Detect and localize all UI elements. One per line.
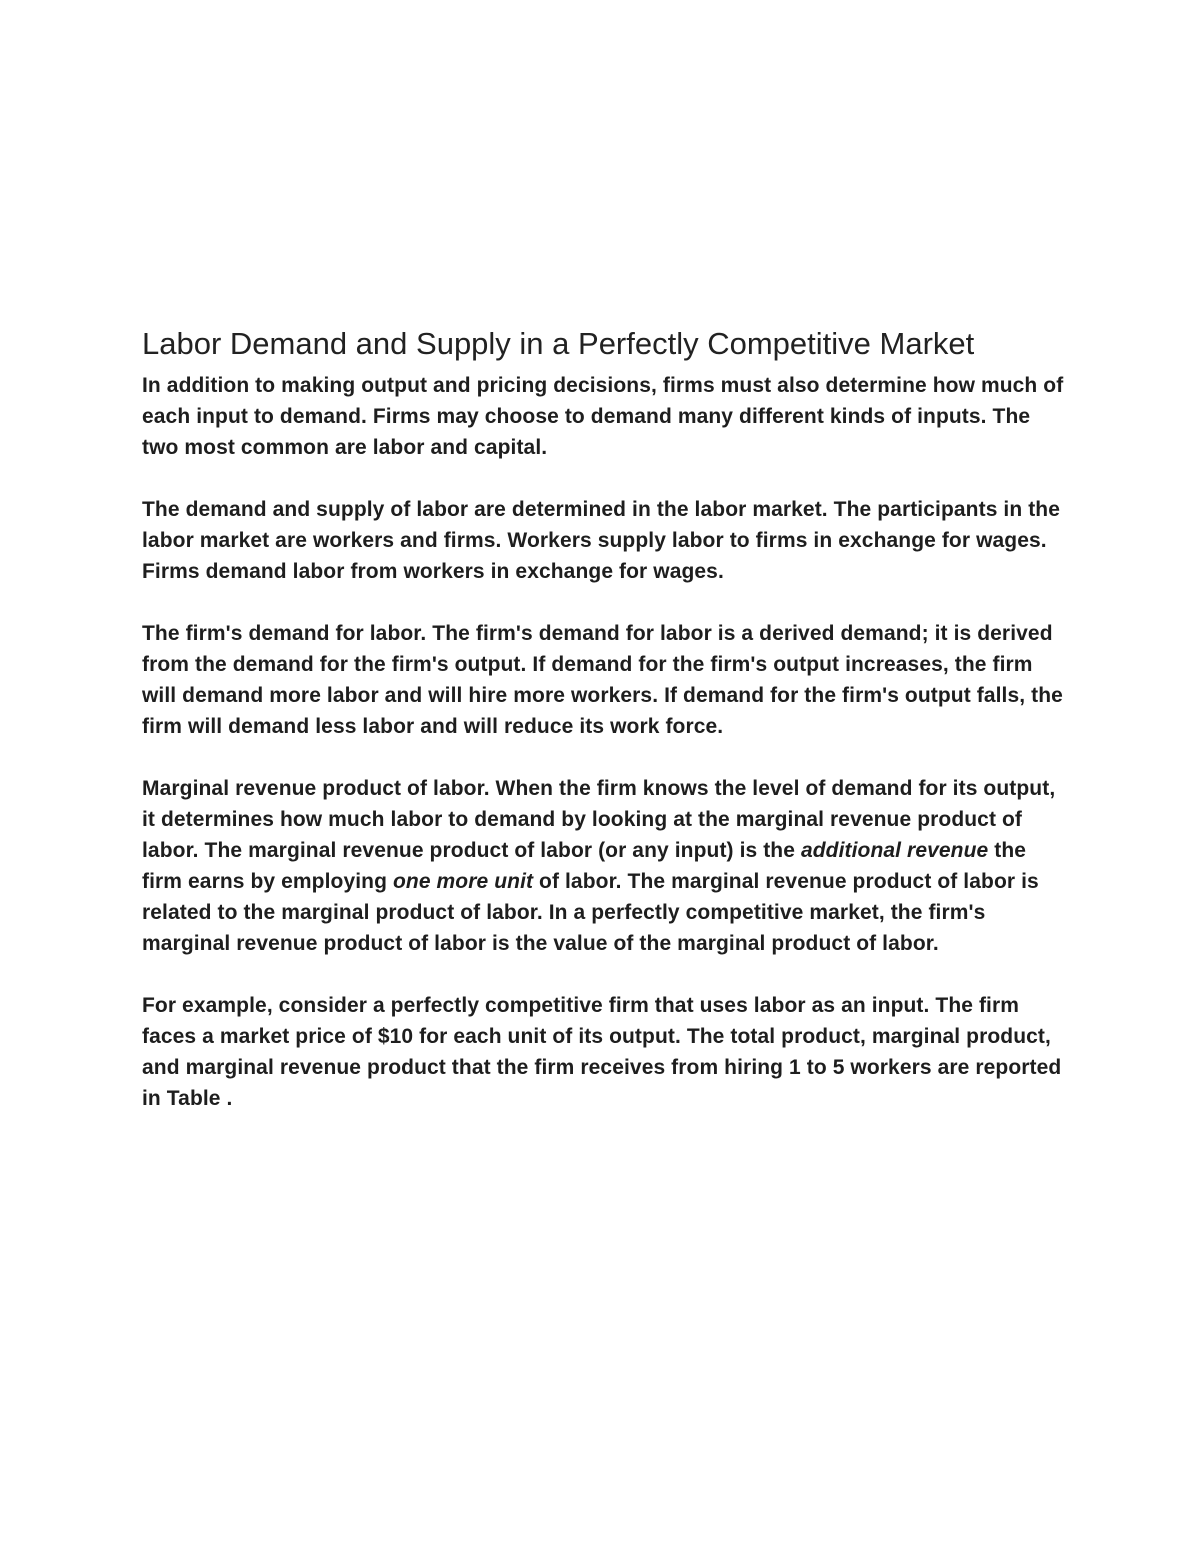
paragraph-labor-market: The demand and supply of labor are determined in the labor market. The participants in the labor market are workers and firms. Workers supply labor to firms in exchange for wages. Firms demand labor from workers in exchange for wages.	[142, 498, 1060, 583]
mrp-text-part-3: of labor. The marginal revenue product of labor is related to the marginal product of labor. In a perfectly competitive market, the firm's marginal revenue product of labor is the value of the marginal product of labor.	[142, 870, 1039, 955]
mrp-emphasis-additional-revenue: additional revenue	[800, 839, 989, 862]
mrp-text-part-2: the firm earns by employing	[142, 839, 1027, 893]
document-body	[142, 322, 1072, 1145]
paragraph-intro: In addition to making output and pricing decisions, firms must also determine how much of each input to demand. Firms may choose to demand many different kinds of inputs. The two most common are labor and capital.	[142, 374, 1064, 459]
paragraph-example: For example, consider a perfectly competitive firm that uses labor as an input. The firm faces a market price of $10 for each unit of its output. The total product, marginal product, and marginal revenue product that the firm receives from hiring 1 to 5 workers are reported in Table .	[142, 994, 1062, 1110]
document-title: Labor Demand and Supply in a Perfectly Competitive Market	[142, 326, 975, 361]
paragraph-marginal-revenue-product	[142, 773, 1072, 959]
mrp-emphasis-one-more-unit: one more unit	[392, 870, 534, 893]
mrp-text-part-1: Marginal revenue product of labor. When the firm knows the level of demand for its output, it determines how much labor to demand by looking at the marginal revenue product of labor. The marginal revenue product of labor (or any input) is the	[142, 777, 1056, 862]
paragraph-firm-demand: The firm's demand for labor. The firm's demand for labor is a derived demand; it is derived from the demand for the firm's output. If demand for the firm's output increases, the firm will demand more labor and will hire more workers. If demand for the firm's output falls, the firm will demand less labor and will reduce its work force.	[142, 622, 1063, 738]
